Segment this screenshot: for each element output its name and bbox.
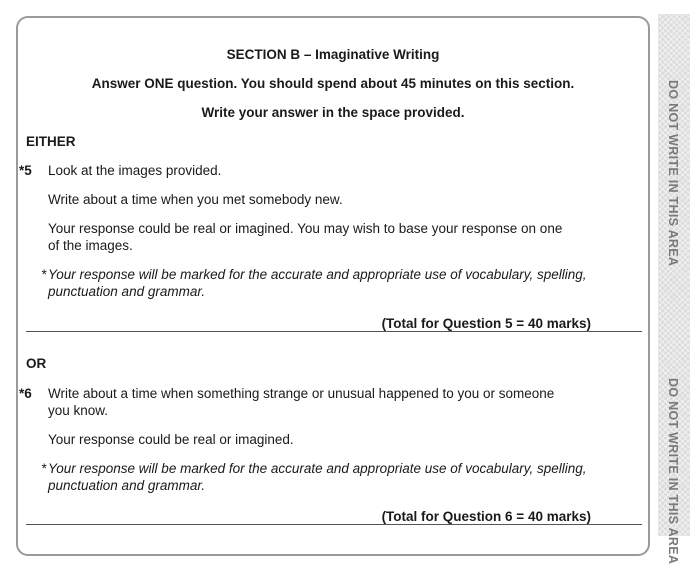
question-5-line-3b: of the images. bbox=[48, 238, 133, 253]
question-5-total: (Total for Question 5 = 40 marks) bbox=[381, 316, 591, 331]
instruction-time: Answer ONE question. You should spend about 45 minutes on this section. bbox=[91, 76, 575, 91]
question-5-line-1: Look at the images provided. bbox=[48, 163, 222, 178]
either-label: EITHER bbox=[26, 134, 76, 149]
question-6-divider bbox=[26, 524, 642, 525]
question-6-line-1b: you know. bbox=[48, 403, 109, 418]
question-5-divider bbox=[26, 331, 642, 332]
question-6-line-1a: Write about a time when something strange or unusual happened to you or someone bbox=[48, 386, 555, 401]
question-6-note-star: * bbox=[41, 461, 47, 476]
question-5-note-a: Your response will be marked for the accurate and appropriate use of vocabulary, spelling, bbox=[48, 267, 587, 282]
question-6-note-a: Your response will be marked for the accurate and appropriate use of vocabulary, spelling, bbox=[48, 461, 587, 476]
question-6-number: *6 bbox=[19, 386, 32, 401]
question-5-line-2: Write about a time when you met somebody new. bbox=[48, 192, 343, 207]
question-6-note-b: punctuation and grammar. bbox=[48, 478, 206, 493]
question-6-total: (Total for Question 6 = 40 marks) bbox=[381, 509, 591, 524]
or-label: OR bbox=[26, 356, 47, 371]
question-5-note-star: * bbox=[41, 267, 47, 282]
question-5-number: *5 bbox=[19, 163, 32, 178]
question-6-line-2: Your response could be real or imagined. bbox=[48, 432, 294, 447]
section-title: SECTION B – Imaginative Writing bbox=[226, 47, 440, 62]
instruction-space: Write your answer in the space provided. bbox=[201, 105, 465, 120]
question-5-note-b: punctuation and grammar. bbox=[48, 284, 206, 299]
question-5-line-3a: Your response could be real or imagined. You may wish to base your response on one bbox=[48, 221, 563, 236]
